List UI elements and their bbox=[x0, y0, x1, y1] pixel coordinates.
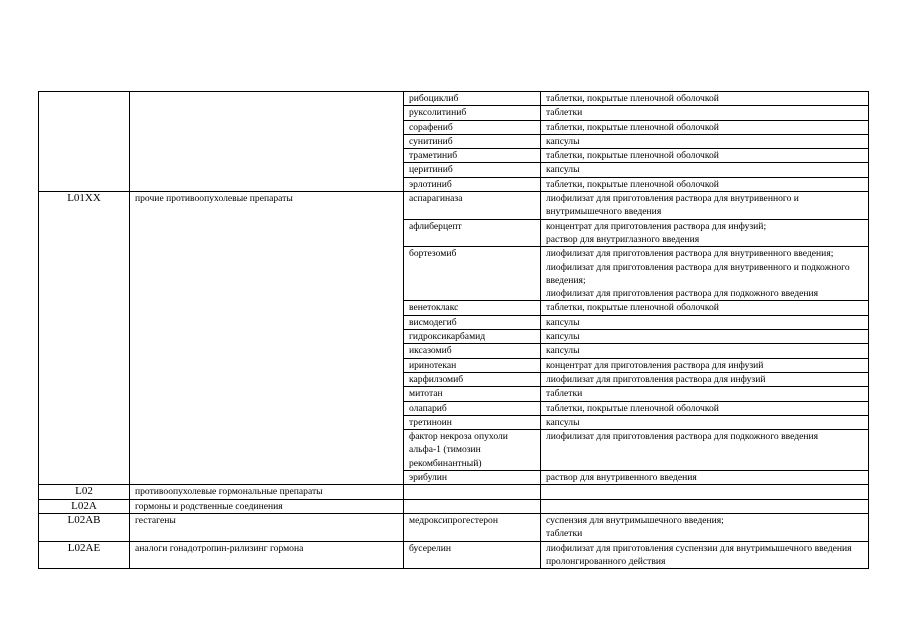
drug-name-cell: эрлотиниб bbox=[404, 177, 541, 191]
dosage-form-cell: таблетки, покрытые пленочной оболочкой bbox=[541, 401, 869, 415]
dosage-form-cell: таблетки, покрытые пленочной оболочкой bbox=[541, 92, 869, 106]
drug-name-cell: рибоциклиб bbox=[404, 92, 541, 106]
table-row bbox=[39, 513, 869, 541]
drug-name-cell bbox=[404, 485, 541, 499]
dosage-form-cell: таблетки, покрытые пленочной оболочкой bbox=[541, 301, 869, 315]
dosage-form-cell: капсулы bbox=[541, 330, 869, 344]
drug-name-cell: фактор некроза опухоли альфа-1 (тимозин рекомбинантный) bbox=[404, 430, 541, 471]
dosage-form-cell: лиофилизат для приготовления раствора для инфузий bbox=[541, 372, 869, 386]
drug-name-cell: иринотекан bbox=[404, 358, 541, 372]
atc-code-cell: L02 bbox=[39, 485, 130, 499]
table-row bbox=[39, 485, 869, 499]
group-name-cell bbox=[130, 92, 404, 192]
atc-code-cell: L02AB bbox=[39, 513, 130, 541]
drug-name-cell: аспарагиназа bbox=[404, 192, 541, 220]
drug-name-cell: траметиниб bbox=[404, 149, 541, 163]
atc-code-cell: L01XX bbox=[39, 192, 130, 485]
dosage-form-cell: таблетки bbox=[541, 106, 869, 120]
dosage-form-cell: раствор для внутривенного введения bbox=[541, 471, 869, 485]
drug-name-cell: бусерелин bbox=[404, 541, 541, 569]
dosage-form-cell: таблетки, покрытые пленочной оболочкой bbox=[541, 120, 869, 134]
drug-list-table bbox=[38, 91, 869, 569]
table-row bbox=[39, 541, 869, 569]
group-name-cell: аналоги гонадотропин-рилизинг гормона bbox=[130, 541, 404, 569]
drug-name-cell: олапариб bbox=[404, 401, 541, 415]
drug-name-cell: иксазомиб bbox=[404, 344, 541, 358]
drug-name-cell: медроксипрогестерон bbox=[404, 513, 541, 541]
drug-name-cell: руксолитиниб bbox=[404, 106, 541, 120]
dosage-form-cell: капсулы bbox=[541, 134, 869, 148]
atc-code-cell: L02A bbox=[39, 499, 130, 513]
dosage-form-cell: таблетки, покрытые пленочной оболочкой bbox=[541, 149, 869, 163]
group-name-cell: противоопухолевые гормональные препараты bbox=[130, 485, 404, 499]
atc-code-cell: L02AE bbox=[39, 541, 130, 569]
dosage-form-cell: таблетки, покрытые пленочной оболочкой bbox=[541, 177, 869, 191]
dosage-form-cell: лиофилизат для приготовления раствора для подкожного введения bbox=[541, 430, 869, 471]
dosage-form-cell: лиофилизат для приготовления раствора для внутривенного введения; лиофилизат для приготовления раствора для внутривенного и подкожного введения; лиофилизат для приготовления раствора для подкожного введения bbox=[541, 247, 869, 301]
drug-name-cell: эрибулин bbox=[404, 471, 541, 485]
drug-name-cell bbox=[404, 499, 541, 513]
dosage-form-cell: капсулы bbox=[541, 163, 869, 177]
drug-name-cell: гидроксикарбамид bbox=[404, 330, 541, 344]
dosage-form-cell: лиофилизат для приготовления раствора для внутривенного и внутримышечного введения bbox=[541, 192, 869, 220]
dosage-form-cell bbox=[541, 499, 869, 513]
group-name-cell: прочие противоопухолевые препараты bbox=[130, 192, 404, 485]
dosage-form-cell: капсулы bbox=[541, 344, 869, 358]
table-row bbox=[39, 499, 869, 513]
dosage-form-cell: капсулы bbox=[541, 315, 869, 329]
table-body bbox=[39, 92, 869, 569]
drug-name-cell: венетоклакс bbox=[404, 301, 541, 315]
drug-name-cell: сунитиниб bbox=[404, 134, 541, 148]
atc-code-cell bbox=[39, 92, 130, 192]
drug-name-cell: бортезомиб bbox=[404, 247, 541, 301]
dosage-form-cell: капсулы bbox=[541, 415, 869, 429]
drug-name-cell: висмодегиб bbox=[404, 315, 541, 329]
dosage-form-cell: концентрат для приготовления раствора для инфузий bbox=[541, 358, 869, 372]
table-row bbox=[39, 92, 869, 106]
dosage-form-cell: концентрат для приготовления раствора для инфузий; раствор для внутриглазного введения bbox=[541, 219, 869, 247]
drug-name-cell: митотан bbox=[404, 387, 541, 401]
drug-name-cell: церитиниб bbox=[404, 163, 541, 177]
drug-name-cell: третиноин bbox=[404, 415, 541, 429]
drug-name-cell: карфилзомиб bbox=[404, 372, 541, 386]
dosage-form-cell bbox=[541, 485, 869, 499]
drug-name-cell: сорафениб bbox=[404, 120, 541, 134]
group-name-cell: гестагены bbox=[130, 513, 404, 541]
drug-name-cell: афлиберцепт bbox=[404, 219, 541, 247]
group-name-cell: гормоны и родственные соединения bbox=[130, 499, 404, 513]
table-row bbox=[39, 192, 869, 220]
dosage-form-cell: таблетки bbox=[541, 387, 869, 401]
dosage-form-cell: лиофилизат для приготовления суспензии для внутримышечного введения пролонгированного действия bbox=[541, 541, 869, 569]
dosage-form-cell: суспензия для внутримышечного введения; таблетки bbox=[541, 513, 869, 541]
